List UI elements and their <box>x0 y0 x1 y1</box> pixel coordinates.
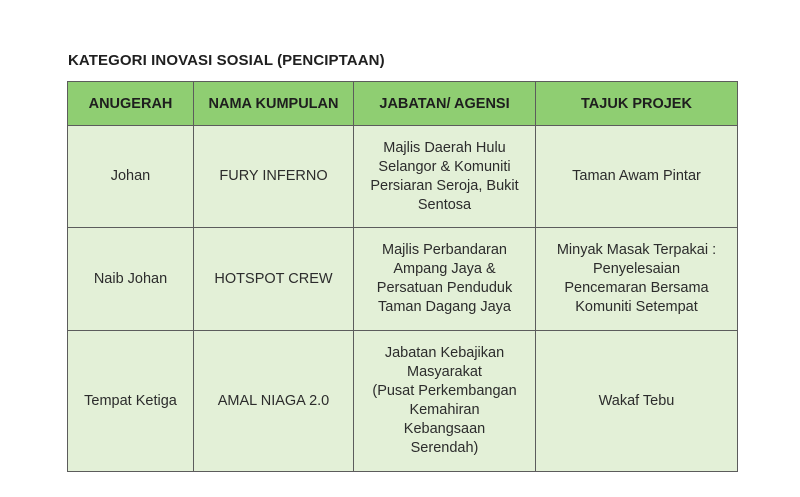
awards-table <box>67 81 738 472</box>
header-project-title: TAJUK PROJEK <box>536 82 738 126</box>
cell-group-name: AMAL NIAGA 2.0 <box>194 331 354 472</box>
cell-agency: Majlis Perbandaran Ampang Jaya & Persatuan Penduduk Taman Dagang Jaya <box>354 228 536 331</box>
cell-project-title: Wakaf Tebu <box>536 331 738 472</box>
cell-project-title: Minyak Masak Terpakai : Penyelesaian Pencemaran Bersama Komuniti Setempat <box>536 228 738 331</box>
cell-agency: Majlis Daerah Hulu Selangor & Komuniti Persiaran Seroja, Bukit Sentosa <box>354 126 536 228</box>
cell-award: Tempat Ketiga <box>68 331 194 472</box>
table-header-row <box>68 82 738 126</box>
table-row <box>68 331 738 472</box>
cell-award: Johan <box>68 126 194 228</box>
table-row <box>68 126 738 228</box>
page-title: KATEGORI INOVASI SOSIAL (PENCIPTAAN) <box>68 52 385 69</box>
header-award: ANUGERAH <box>68 82 194 126</box>
cell-agency: Jabatan Kebajikan Masyarakat (Pusat Perkembangan Kemahiran Kebangsaan Serendah) <box>354 331 536 472</box>
cell-group-name: HOTSPOT CREW <box>194 228 354 331</box>
table-row <box>68 228 738 331</box>
header-agency: JABATAN/ AGENSI <box>354 82 536 126</box>
cell-award: Naib Johan <box>68 228 194 331</box>
header-group-name: NAMA KUMPULAN <box>194 82 354 126</box>
cell-project-title: Taman Awam Pintar <box>536 126 738 228</box>
cell-group-name: FURY INFERNO <box>194 126 354 228</box>
